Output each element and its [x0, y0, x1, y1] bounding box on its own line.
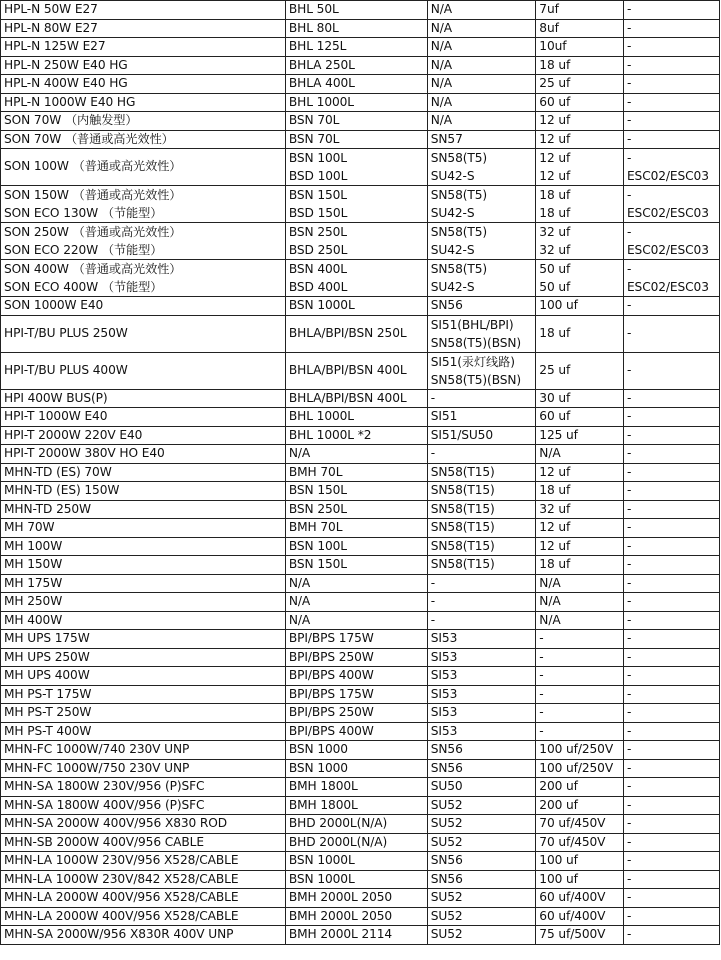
lamp-type-cell: HPL-N 125W E27 — [1, 38, 286, 57]
table-row — [1, 519, 720, 538]
ballast-cell: BSN 150L — [285, 482, 427, 501]
controller-cell: - — [623, 722, 719, 741]
ignitor-cell: N/A — [427, 1, 536, 20]
lamp-type-cell: MHN-FC 1000W/740 230V UNP — [1, 741, 286, 760]
table-row — [1, 389, 720, 408]
lamp-type-cell: MH UPS 250W — [1, 648, 286, 667]
ballast-cell: BHLA/BPI/BSN 400L — [285, 389, 427, 408]
controller-cell: - — [623, 796, 719, 815]
table-row — [1, 815, 720, 834]
table-row — [1, 482, 720, 501]
lamp-type-cell: MHN-SA 1800W 230V/956 (P)SFC — [1, 778, 286, 797]
controller-cell: - ESC02/ESC03 — [623, 260, 719, 297]
ballast-cell: BHL 125L — [285, 38, 427, 57]
ignitor-cell: SN58(T15) — [427, 500, 536, 519]
capacitor-cell: 70 uf/450V — [536, 815, 624, 834]
controller-cell: - — [623, 75, 719, 94]
controller-cell: - — [623, 611, 719, 630]
controller-cell: - — [623, 926, 719, 945]
controller-cell: - — [623, 38, 719, 57]
ignitor-cell: N/A — [427, 56, 536, 75]
controller-cell: - ESC02/ESC03 — [623, 186, 719, 223]
ballast-cell: BPI/BPS 400W — [285, 667, 427, 686]
capacitor-cell: 100 uf/250V — [536, 759, 624, 778]
lamp-type-cell: MH 175W — [1, 574, 286, 593]
capacitor-cell: - — [536, 648, 624, 667]
controller-cell: - — [623, 519, 719, 538]
ignitor-cell: SI53 — [427, 648, 536, 667]
capacitor-cell: - — [536, 685, 624, 704]
table-row — [1, 889, 720, 908]
ballast-cell: BHLA 400L — [285, 75, 427, 94]
lamp-type-cell: MHN-SB 2000W 400V/956 CABLE — [1, 833, 286, 852]
lamp-type-cell: MHN-LA 1000W 230V/956 X528/CABLE — [1, 852, 286, 871]
lamp-type-cell: HPL-N 80W E27 — [1, 19, 286, 38]
capacitor-cell: 10uf — [536, 38, 624, 57]
ignitor-cell: SN58(T5) SU42-S — [427, 223, 536, 260]
table-row — [1, 149, 720, 186]
lamp-type-cell: SON 70W （内触发型） — [1, 112, 286, 131]
ballast-cell: BSN 150L — [285, 556, 427, 575]
controller-cell: - — [623, 685, 719, 704]
ballast-cell: BHD 2000L(N/A) — [285, 833, 427, 852]
lamp-type-cell: SON 250W （普通或高光效性） SON ECO 220W （节能型） — [1, 223, 286, 260]
lamp-type-cell: MH PS-T 400W — [1, 722, 286, 741]
capacitor-cell: 7uf — [536, 1, 624, 20]
ballast-cell: BPI/BPS 250W — [285, 648, 427, 667]
lamp-type-cell: MH 100W — [1, 537, 286, 556]
table-row — [1, 38, 720, 57]
ballast-cell: BSN 100L — [285, 537, 427, 556]
ballast-cell: BSN 1000L — [285, 852, 427, 871]
controller-cell: - ESC02/ESC03 — [623, 149, 719, 186]
controller-cell: - — [623, 574, 719, 593]
controller-cell: - — [623, 445, 719, 464]
ignitor-cell: SN57 — [427, 130, 536, 149]
table-row — [1, 574, 720, 593]
ignitor-cell: SN58(T15) — [427, 556, 536, 575]
ballast-cell: BHLA 250L — [285, 56, 427, 75]
table-row — [1, 352, 720, 389]
ballast-cell: BHL 80L — [285, 19, 427, 38]
controller-cell: - — [623, 500, 719, 519]
capacitor-cell: 100 uf/250V — [536, 741, 624, 760]
controller-cell: - — [623, 482, 719, 501]
table-row — [1, 926, 720, 945]
table-row — [1, 75, 720, 94]
table-row — [1, 19, 720, 38]
lamp-type-cell: HPL-N 250W E40 HG — [1, 56, 286, 75]
controller-cell: - — [623, 759, 719, 778]
table-row — [1, 408, 720, 427]
lamp-type-cell: SON 400W （普通或高光效性） SON ECO 400W （节能型） — [1, 260, 286, 297]
controller-cell: - — [623, 667, 719, 686]
table-row — [1, 315, 720, 352]
table-row — [1, 112, 720, 131]
controller-cell: - — [623, 907, 719, 926]
ballast-cell: BPI/BPS 175W — [285, 685, 427, 704]
lamp-type-cell: MHN-TD (ES) 70W — [1, 463, 286, 482]
ballast-cell: N/A — [285, 574, 427, 593]
capacitor-cell: 12 uf — [536, 537, 624, 556]
ballast-cell: BMH 70L — [285, 519, 427, 538]
lamp-type-cell: SON 1000W E40 — [1, 297, 286, 316]
lamp-type-cell: SON 70W （普通或高光效性） — [1, 130, 286, 149]
controller-cell: - ESC02/ESC03 — [623, 223, 719, 260]
ignitor-cell: SN58(T5) SU42-S — [427, 260, 536, 297]
table-row — [1, 852, 720, 871]
ignitor-cell: SI53 — [427, 722, 536, 741]
controller-cell: - — [623, 297, 719, 316]
table-row — [1, 722, 720, 741]
ignitor-cell: SI53 — [427, 704, 536, 723]
ballast-cell: BHL 1000L — [285, 93, 427, 112]
ballast-cell: BMH 1800L — [285, 796, 427, 815]
ballast-cell: BSN 150L BSD 150L — [285, 186, 427, 223]
ballast-cell: BMH 2000L 2050 — [285, 889, 427, 908]
ignitor-cell: N/A — [427, 112, 536, 131]
table-row — [1, 93, 720, 112]
lamp-type-cell: HPL-N 50W E27 — [1, 1, 286, 20]
capacitor-cell: 75 uf/500V — [536, 926, 624, 945]
table-row — [1, 611, 720, 630]
ballast-cell: BPI/BPS 175W — [285, 630, 427, 649]
capacitor-cell: - — [536, 667, 624, 686]
capacitor-cell: 18 uf — [536, 56, 624, 75]
ignitor-cell: SI51(BHL/BPI) SN58(T5)(BSN) — [427, 315, 536, 352]
lamp-type-cell: HPI-T 2000W 220V E40 — [1, 426, 286, 445]
ignitor-cell: SN56 — [427, 870, 536, 889]
controller-cell: - — [623, 593, 719, 612]
table-row — [1, 796, 720, 815]
controller-cell: - — [623, 19, 719, 38]
table-row — [1, 778, 720, 797]
ballast-cell: BMH 70L — [285, 463, 427, 482]
ballast-cell: BSN 100L BSD 100L — [285, 149, 427, 186]
table-row — [1, 833, 720, 852]
capacitor-cell: 18 uf — [536, 315, 624, 352]
capacitor-cell: - — [536, 630, 624, 649]
controller-cell: - — [623, 389, 719, 408]
controller-cell: - — [623, 630, 719, 649]
controller-cell: - — [623, 704, 719, 723]
ballast-cell: BSN 1000L — [285, 870, 427, 889]
ballast-cell: BHLA/BPI/BSN 250L — [285, 315, 427, 352]
ignitor-cell: SU52 — [427, 889, 536, 908]
table-row — [1, 500, 720, 519]
ballast-cell: BSN 400L BSD 400L — [285, 260, 427, 297]
ignitor-cell: SN58(T15) — [427, 482, 536, 501]
ballast-cell: BSN 1000L — [285, 297, 427, 316]
lamp-type-cell: MH PS-T 175W — [1, 685, 286, 704]
capacitor-cell: 200 uf — [536, 778, 624, 797]
controller-cell: - — [623, 741, 719, 760]
capacitor-cell: 12 uf 12 uf — [536, 149, 624, 186]
capacitor-cell: 18 uf — [536, 482, 624, 501]
capacitor-cell: 125 uf — [536, 426, 624, 445]
lamp-type-cell: HPI-T 1000W E40 — [1, 408, 286, 427]
capacitor-cell: 18 uf 18 uf — [536, 186, 624, 223]
capacitor-cell: 200 uf — [536, 796, 624, 815]
table-row — [1, 685, 720, 704]
table-row — [1, 667, 720, 686]
lamp-type-cell: HPL-N 400W E40 HG — [1, 75, 286, 94]
capacitor-cell: 32 uf — [536, 500, 624, 519]
table-row — [1, 648, 720, 667]
capacitor-cell: N/A — [536, 445, 624, 464]
table-row — [1, 537, 720, 556]
controller-cell: - — [623, 56, 719, 75]
capacitor-cell: - — [536, 704, 624, 723]
ignitor-cell: SI51 — [427, 408, 536, 427]
lamp-type-cell: MH 250W — [1, 593, 286, 612]
controller-cell: - — [623, 889, 719, 908]
lamp-type-cell: MH 70W — [1, 519, 286, 538]
ballast-cell: N/A — [285, 611, 427, 630]
lamp-type-cell: MH PS-T 250W — [1, 704, 286, 723]
table-row — [1, 593, 720, 612]
lamp-type-cell: MH 150W — [1, 556, 286, 575]
lamp-type-cell: MHN-TD 250W — [1, 500, 286, 519]
capacitor-cell: 100 uf — [536, 297, 624, 316]
capacitor-cell: 12 uf — [536, 130, 624, 149]
ignitor-cell: SI51(汞灯线路) SN58(T5)(BSN) — [427, 352, 536, 389]
capacitor-cell: 32 uf 32 uf — [536, 223, 624, 260]
lamp-type-cell: SON 150W （普通或高光效性） SON ECO 130W （节能型） — [1, 186, 286, 223]
lamp-type-cell: MH UPS 400W — [1, 667, 286, 686]
capacitor-cell: 60 uf — [536, 93, 624, 112]
controller-cell: - — [623, 852, 719, 871]
capacitor-cell: 100 uf — [536, 870, 624, 889]
ignitor-cell: - — [427, 593, 536, 612]
capacitor-cell: 18 uf — [536, 556, 624, 575]
ballast-cell: BSN 70L — [285, 130, 427, 149]
ballast-cell: BMH 2000L 2114 — [285, 926, 427, 945]
ballast-cell: BHL 1000L — [285, 408, 427, 427]
ignitor-cell: N/A — [427, 19, 536, 38]
controller-cell: - — [623, 648, 719, 667]
capacitor-cell: 60 uf — [536, 408, 624, 427]
table-row — [1, 630, 720, 649]
ballast-cell: BHLA/BPI/BSN 400L — [285, 352, 427, 389]
capacitor-cell: 25 uf — [536, 352, 624, 389]
table-row — [1, 759, 720, 778]
ballast-cell: BHD 2000L(N/A) — [285, 815, 427, 834]
controller-cell: - — [623, 537, 719, 556]
capacitor-cell: 100 uf — [536, 852, 624, 871]
controller-cell: - — [623, 426, 719, 445]
lamp-type-cell: MHN-LA 2000W 400V/956 X528/CABLE — [1, 889, 286, 908]
capacitor-cell: 12 uf — [536, 112, 624, 131]
ignitor-cell: - — [427, 611, 536, 630]
ignitor-cell: SN58(T15) — [427, 537, 536, 556]
lamp-type-cell: MHN-SA 2000W/956 X830R 400V UNP — [1, 926, 286, 945]
controller-cell: - — [623, 130, 719, 149]
table-row — [1, 445, 720, 464]
capacitor-cell: 30 uf — [536, 389, 624, 408]
table-row — [1, 186, 720, 223]
ignitor-cell: SU52 — [427, 907, 536, 926]
ballast-cell: BPI/BPS 400W — [285, 722, 427, 741]
ballast-cell: BSN 70L — [285, 112, 427, 131]
ignitor-cell: SN58(T5) SU42-S — [427, 186, 536, 223]
controller-cell: - — [623, 352, 719, 389]
ignitor-cell: SU52 — [427, 815, 536, 834]
ignitor-cell: - — [427, 445, 536, 464]
ignitor-cell: SU52 — [427, 833, 536, 852]
lamp-type-cell: MHN-FC 1000W/750 230V UNP — [1, 759, 286, 778]
ignitor-cell: SI53 — [427, 685, 536, 704]
capacitor-cell: 50 uf 50 uf — [536, 260, 624, 297]
table-row — [1, 1, 720, 20]
ballast-cell: N/A — [285, 445, 427, 464]
table-row — [1, 130, 720, 149]
controller-cell: - — [623, 556, 719, 575]
ignitor-cell: SN56 — [427, 852, 536, 871]
ignitor-cell: SI51/SU50 — [427, 426, 536, 445]
ballast-cell: BMH 1800L — [285, 778, 427, 797]
ignitor-cell: SN58(T5) SU42-S — [427, 149, 536, 186]
lamp-type-cell: MHN-LA 2000W 400V/956 X528/CABLE — [1, 907, 286, 926]
ballast-cell: BSN 1000 — [285, 759, 427, 778]
table-row — [1, 463, 720, 482]
controller-cell: - — [623, 833, 719, 852]
ignitor-cell: - — [427, 574, 536, 593]
controller-cell: - — [623, 1, 719, 20]
capacitor-cell: 25 uf — [536, 75, 624, 94]
ignitor-cell: N/A — [427, 93, 536, 112]
ignitor-cell: SU50 — [427, 778, 536, 797]
lamp-type-cell: MHN-TD (ES) 150W — [1, 482, 286, 501]
table-row — [1, 741, 720, 760]
ignitor-cell: SN58(T15) — [427, 519, 536, 538]
lamp-type-cell: HPI-T 2000W 380V HO E40 — [1, 445, 286, 464]
controller-cell: - — [623, 815, 719, 834]
ignitor-cell: SU52 — [427, 926, 536, 945]
lamp-type-cell: SON 100W （普通或高光效性） — [1, 149, 286, 186]
ignitor-cell: SI53 — [427, 630, 536, 649]
table-row — [1, 704, 720, 723]
capacitor-cell: 12 uf — [536, 519, 624, 538]
lamp-type-cell: MHN-SA 2000W 400V/956 X830 ROD — [1, 815, 286, 834]
lamp-type-cell: MHN-LA 1000W 230V/842 X528/CABLE — [1, 870, 286, 889]
ignitor-cell: N/A — [427, 75, 536, 94]
table-row — [1, 260, 720, 297]
controller-cell: - — [623, 408, 719, 427]
lamp-type-cell: HPL-N 1000W E40 HG — [1, 93, 286, 112]
ignitor-cell: SI53 — [427, 667, 536, 686]
table-row — [1, 223, 720, 260]
ballast-cell: BHL 1000L *2 — [285, 426, 427, 445]
ignitor-cell: N/A — [427, 38, 536, 57]
lamp-type-cell: HPI-T/BU PLUS 250W — [1, 315, 286, 352]
capacitor-cell: 60 uf/400V — [536, 889, 624, 908]
capacitor-cell: - — [536, 722, 624, 741]
ignitor-cell: SU52 — [427, 796, 536, 815]
ignitor-cell: SN56 — [427, 759, 536, 778]
table-row — [1, 907, 720, 926]
ballast-cell: BSN 250L — [285, 500, 427, 519]
ballast-cell: BPI/BPS 250W — [285, 704, 427, 723]
ignitor-cell: SN56 — [427, 297, 536, 316]
table-row — [1, 870, 720, 889]
lamp-type-cell: MHN-SA 1800W 400V/956 (P)SFC — [1, 796, 286, 815]
capacitor-cell: 8uf — [536, 19, 624, 38]
lamp-type-cell: HPI 400W BUS(P) — [1, 389, 286, 408]
table-row — [1, 426, 720, 445]
ignitor-cell: - — [427, 389, 536, 408]
capacitor-cell: N/A — [536, 593, 624, 612]
ballast-cell: N/A — [285, 593, 427, 612]
controller-cell: - — [623, 112, 719, 131]
ignitor-cell: SN56 — [427, 741, 536, 760]
capacitor-cell: 12 uf — [536, 463, 624, 482]
controller-cell: - — [623, 778, 719, 797]
ballast-cell: BMH 2000L 2050 — [285, 907, 427, 926]
ignitor-cell: SN58(T15) — [427, 463, 536, 482]
ballast-cell: BSN 250L BSD 250L — [285, 223, 427, 260]
controller-cell: - — [623, 463, 719, 482]
lamp-type-cell: HPI-T/BU PLUS 400W — [1, 352, 286, 389]
table-body — [1, 1, 720, 945]
capacitor-cell: 70 uf/450V — [536, 833, 624, 852]
capacitor-cell: 60 uf/400V — [536, 907, 624, 926]
lamp-type-cell: MH UPS 175W — [1, 630, 286, 649]
table-row — [1, 556, 720, 575]
table-row — [1, 56, 720, 75]
controller-cell: - — [623, 93, 719, 112]
capacitor-cell: N/A — [536, 611, 624, 630]
lamp-type-cell: MH 400W — [1, 611, 286, 630]
ballast-cell: BSN 1000 — [285, 741, 427, 760]
capacitor-cell: N/A — [536, 574, 624, 593]
controller-cell: - — [623, 870, 719, 889]
table-row — [1, 297, 720, 316]
ballast-cell: BHL 50L — [285, 1, 427, 20]
controller-cell: - — [623, 315, 719, 352]
